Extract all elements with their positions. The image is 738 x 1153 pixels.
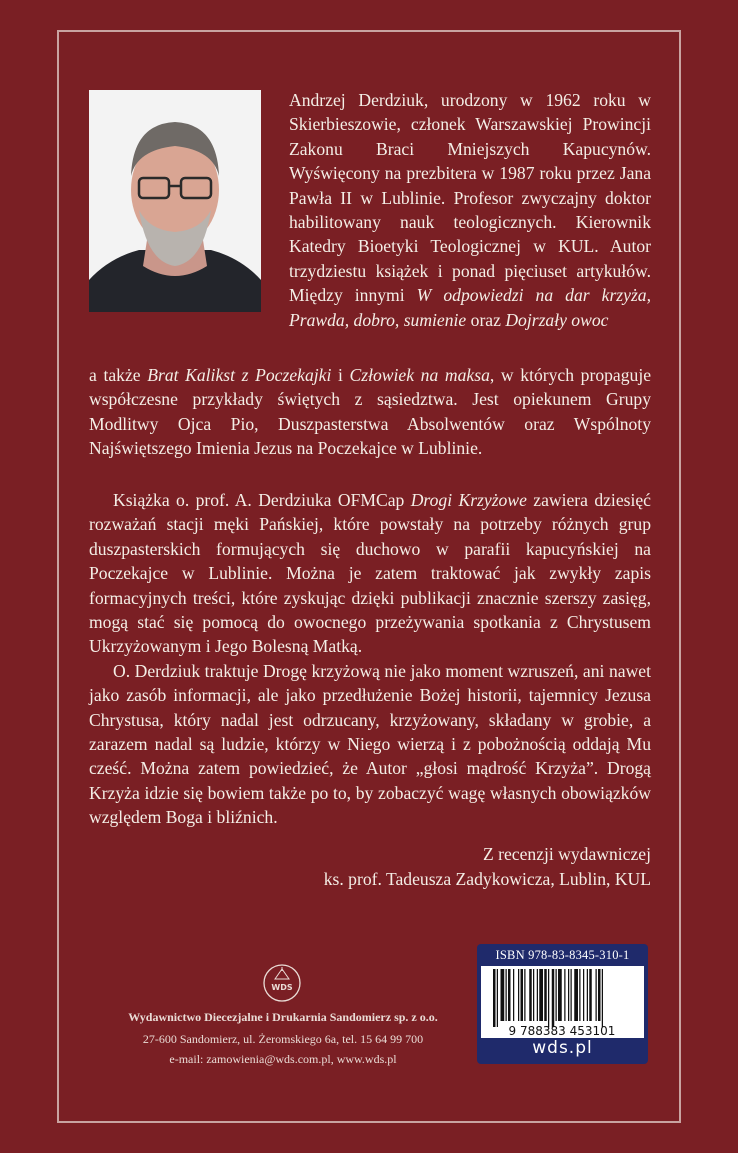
barcode-bar <box>568 969 569 1021</box>
barcode-bar <box>556 969 557 1021</box>
barcode-bar <box>537 969 538 1021</box>
publisher-name: Wydawnictwo Diecezjalne i Drukarnia Sandomierz sp. z o.o. <box>128 1010 438 1024</box>
author-bio-bottom: a także Brat Kalikst z Poczekajki i Człowiek na maksa, w których propaguje współczesne przykłady świętych z sąsiedztwa. Jest opiekunem Grupy Modlitwy Ojca Pio, Duszpasterstwa Absolwentów oraz Wspólnoty Najświętszego Imienia Jezus na Poczekajce w Lublinie. <box>89 365 652 459</box>
barcode-bar <box>544 969 547 1021</box>
barcode-bar <box>529 969 532 1021</box>
barcode-bar <box>506 969 507 1021</box>
barcode <box>481 966 644 1038</box>
barcode-bar <box>508 969 511 1021</box>
review-source: Z recenzji wydawniczej <box>482 844 651 864</box>
publisher-contact: e-mail: zamowienia@wds.com.pl, www.wds.pl <box>169 1052 397 1066</box>
barcode-digits: 9 788383 453101 <box>508 1024 616 1038</box>
isbn-number: ISBN 978-83-8345-310-1 <box>495 948 630 962</box>
barcode-bar <box>539 969 543 1021</box>
barcode-bar <box>574 969 578 1021</box>
barcode-bar <box>513 969 514 1021</box>
barcode-bars <box>481 966 644 1038</box>
barcode-bar <box>493 969 496 1027</box>
barcode-bar <box>521 969 524 1021</box>
barcode-bar <box>598 969 601 1021</box>
barcode-bar <box>558 969 562 1021</box>
barcode-bar <box>589 969 592 1021</box>
barcode-bar <box>596 969 597 1021</box>
review-paragraph-1: Książka o. prof. A. Derdziuka OFMCap Drogi Krzyżowe zawiera dziesięć rozważań stacji męki Pańskiej, które powstały na potrzeby różnych grup duszpasterskich formujących się duchowo w parafii kapucyńskiej na Poczekajce w Lublinie. Można je zatem traktować jak zwykły zapis formacyjnych treści, które zyskując dzięki publikacji znacznie szerszy zasięg, mogą stać się pomocą do owocnego przeżywania spotkania z Chrystusem Ukrzyżowanym i Jego Bolesną Matką. <box>89 490 651 657</box>
review-paragraph-2: O. Derdziuk traktuje Drogę krzyżową nie jako moment wzruszeń, ani nawet jako zasób informacji, ale jako przedłużenie Bożej historii, tajemnicy Jezusa Chrystusa, który nadal jest odrzucany, krzyżowany, składany w grobie, a zarazem nadal są ludzie, którzy w Niego wierzą i z pobożnością oddają Mu cześć. Można zatem powiedzieć, że Autor „głosi mądrość Krzyża”. Drogą Krzyża idzie się bowiem także po to, by zobaczyć wagę własnych obowiązków względem Boga i bliźnich. <box>89 660 651 828</box>
barcode-bar <box>571 969 572 1021</box>
publisher-logo-icon <box>262 963 302 1003</box>
barcode-bar <box>564 969 565 1021</box>
barcode-bar <box>583 969 584 1021</box>
barcode-bar <box>518 969 519 1021</box>
review-text <box>89 488 651 830</box>
author-bio-top: Andrzej Derdziuk, urodzony w 1962 roku w Skierbieszowie, członek Warszawskiej Prowincji Zakonu Braci Mniejszych Kapucynów. Wyświęcony na prezbitera w 1987 roku przez Jana Pawła II w Lublinie. Profesor zwyczajny doktor habilitowany nauk teologicznych. Kierownik Katedry Bioetyki Teologicznej w KUL. Autor trzydziestu książek i ponad pięciuset artykułów. Między innymi W odpowiedzi na dar krzyża, Prawda, dobro, sumienie oraz Dojrzały owoc <box>289 90 651 330</box>
barcode-bar <box>552 969 555 1027</box>
barcode-bar <box>602 969 603 1027</box>
logo-text: WDS <box>271 983 293 992</box>
barcode-bar <box>533 969 534 1021</box>
barcode-bar <box>524 969 525 1021</box>
barcode-bar <box>548 969 549 1027</box>
barcode-bar <box>587 969 588 1021</box>
barcode-bar <box>579 969 580 1021</box>
publisher-address: 27-600 Sandomierz, ul. Żeromskiego 6a, tel. 15 64 99 700 <box>142 1032 424 1046</box>
barcode-bar <box>501 969 505 1021</box>
author-photo <box>89 90 261 312</box>
reviewer-name: ks. prof. Tadeusza Zadykowicza, Lublin, KUL <box>323 869 651 889</box>
barcode-bar <box>497 969 498 1027</box>
publisher-website-label: wds.pl <box>532 1038 593 1058</box>
